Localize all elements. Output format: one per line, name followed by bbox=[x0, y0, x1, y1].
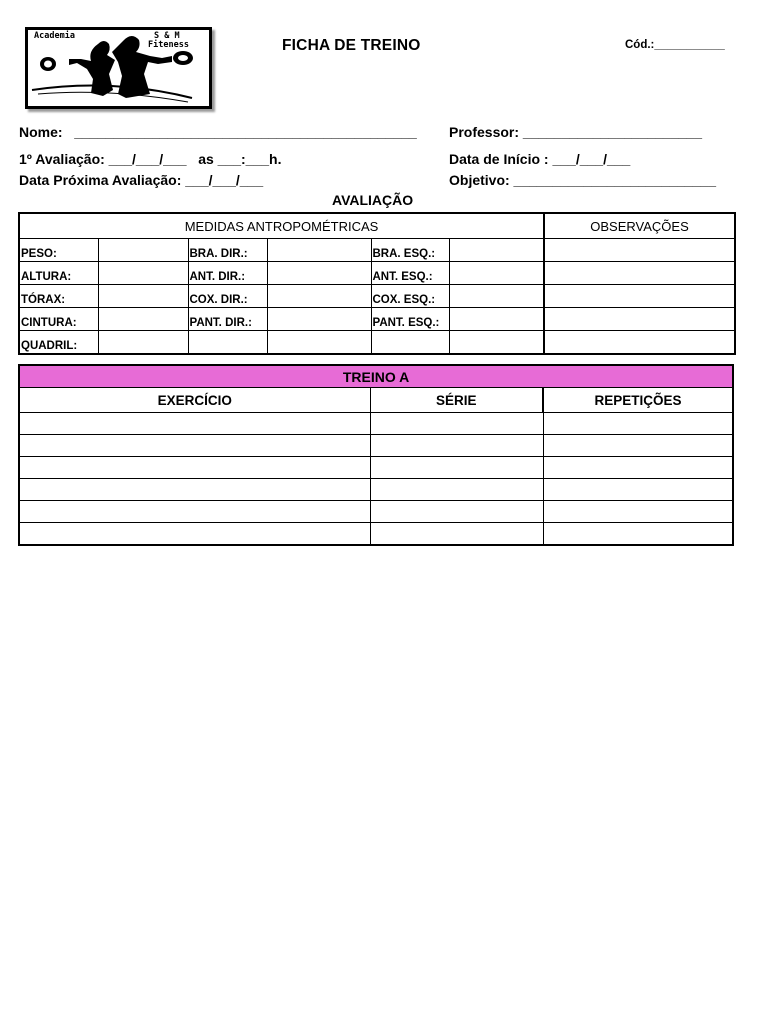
series-cell[interactable] bbox=[370, 479, 543, 501]
measure-label: COX. DIR.: bbox=[188, 285, 267, 308]
exercise-cell[interactable] bbox=[19, 435, 370, 457]
repetitions-cell[interactable] bbox=[543, 435, 733, 457]
measure-label: QUADRIL: bbox=[19, 331, 98, 355]
medidas-header: MEDIDAS ANTROPOMÉTRICAS bbox=[19, 213, 544, 239]
exercise-column-header: EXERCÍCIO bbox=[19, 388, 370, 413]
exercise-cell[interactable] bbox=[19, 457, 370, 479]
evaluation-title: AVALIAÇÃO bbox=[332, 192, 414, 208]
measure-label bbox=[371, 331, 449, 355]
repetitions-cell[interactable] bbox=[543, 479, 733, 501]
first-evaluation-field[interactable]: 1º Avaliação: ___/___/___ as ___:___h. bbox=[19, 151, 282, 167]
athletes-silhouette-icon bbox=[28, 30, 209, 106]
table-row bbox=[19, 331, 735, 355]
observation-cell[interactable] bbox=[544, 308, 735, 331]
table-row bbox=[19, 523, 733, 546]
exercise-cell[interactable] bbox=[19, 413, 370, 435]
series-cell[interactable] bbox=[370, 523, 543, 546]
logo-text-academia: Academia bbox=[34, 31, 75, 41]
logo-text-sm: S & M bbox=[154, 31, 180, 41]
measure-input[interactable] bbox=[267, 262, 371, 285]
academy-logo bbox=[25, 27, 212, 109]
measure-input[interactable] bbox=[449, 262, 544, 285]
measure-label: BRA. DIR.: bbox=[188, 239, 267, 262]
measure-label: CINTURA: bbox=[19, 308, 98, 331]
measure-input[interactable] bbox=[98, 285, 188, 308]
measure-input[interactable] bbox=[449, 308, 544, 331]
measure-label: ANT. ESQ.: bbox=[371, 262, 449, 285]
observation-cell[interactable] bbox=[544, 262, 735, 285]
measure-input[interactable] bbox=[267, 285, 371, 308]
measure-label: ANT. DIR.: bbox=[188, 262, 267, 285]
observation-cell[interactable] bbox=[544, 239, 735, 262]
observation-cell[interactable] bbox=[544, 285, 735, 308]
measure-input[interactable] bbox=[449, 285, 544, 308]
objective-field[interactable]: Objetivo: __________________________ bbox=[449, 172, 716, 188]
measure-label: PESO: bbox=[19, 239, 98, 262]
repetitions-column-header: REPETIÇÕES bbox=[543, 388, 733, 413]
series-cell[interactable] bbox=[370, 457, 543, 479]
table-row bbox=[19, 413, 733, 435]
exercise-cell[interactable] bbox=[19, 479, 370, 501]
measure-input[interactable] bbox=[267, 331, 371, 355]
measure-input[interactable] bbox=[98, 331, 188, 355]
measure-label: BRA. ESQ.: bbox=[371, 239, 449, 262]
measure-label: PANT. DIR.: bbox=[188, 308, 267, 331]
table-row bbox=[19, 239, 735, 262]
evaluation-table bbox=[18, 212, 736, 355]
measure-input[interactable] bbox=[98, 239, 188, 262]
measure-input[interactable] bbox=[449, 331, 544, 355]
measure-label: COX. ESQ.: bbox=[371, 285, 449, 308]
table-row bbox=[19, 435, 733, 457]
series-cell[interactable] bbox=[370, 413, 543, 435]
page-title: FICHA DE TREINO bbox=[282, 37, 421, 54]
measure-input[interactable] bbox=[267, 308, 371, 331]
logo-text-fiteness: Fiteness bbox=[148, 40, 189, 50]
measure-label: ALTURA: bbox=[19, 262, 98, 285]
repetitions-cell[interactable] bbox=[543, 523, 733, 546]
series-cell[interactable] bbox=[370, 501, 543, 523]
code-field[interactable]: Cód.:___________ bbox=[625, 39, 725, 51]
observacoes-header: OBSERVAÇÕES bbox=[544, 213, 735, 239]
observation-cell[interactable] bbox=[544, 331, 735, 355]
measure-input[interactable] bbox=[98, 308, 188, 331]
next-evaluation-field[interactable]: Data Próxima Avaliação: ___/___/___ bbox=[19, 172, 264, 188]
table-row bbox=[19, 262, 735, 285]
exercise-cell[interactable] bbox=[19, 501, 370, 523]
exercise-cell[interactable] bbox=[19, 523, 370, 546]
repetitions-cell[interactable] bbox=[543, 457, 733, 479]
table-row bbox=[19, 479, 733, 501]
measure-input[interactable] bbox=[267, 239, 371, 262]
start-date-field[interactable]: Data de Início : ___/___/___ bbox=[449, 151, 631, 167]
measure-input[interactable] bbox=[449, 239, 544, 262]
training-title: TREINO A bbox=[19, 365, 733, 388]
table-row bbox=[19, 501, 733, 523]
series-cell[interactable] bbox=[370, 435, 543, 457]
measure-input[interactable] bbox=[98, 262, 188, 285]
table-row bbox=[19, 457, 733, 479]
series-column-header: SÉRIE bbox=[370, 388, 543, 413]
measure-label: TÓRAX: bbox=[19, 285, 98, 308]
repetitions-cell[interactable] bbox=[543, 413, 733, 435]
table-row bbox=[19, 308, 735, 331]
nome-field[interactable]: Nome: ____________________________________________ bbox=[19, 124, 417, 140]
repetitions-cell[interactable] bbox=[543, 501, 733, 523]
table-row bbox=[19, 285, 735, 308]
measure-label: PANT. ESQ.: bbox=[371, 308, 449, 331]
training-table bbox=[18, 364, 734, 546]
measure-label bbox=[188, 331, 267, 355]
professor-field[interactable]: Professor: _______________________ bbox=[449, 124, 702, 140]
